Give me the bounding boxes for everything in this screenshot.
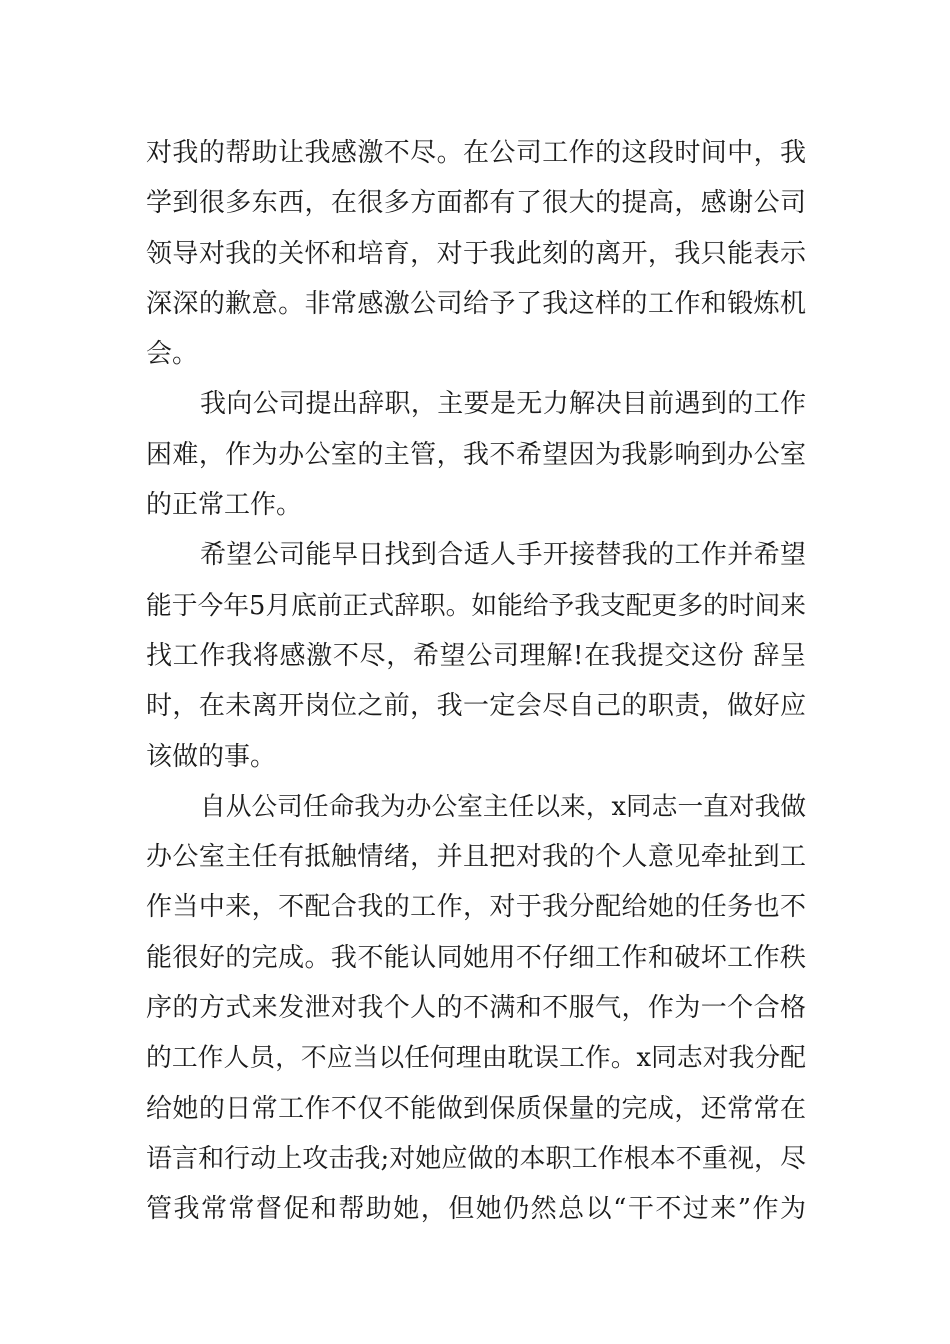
text-line: 能很好的完成。我不能认同她用不仔细工作和破坏工作秩: [146, 942, 806, 973]
text-line: 的工作人员，不应当以任何理由耽误工作。x同志对我分配: [146, 1043, 806, 1074]
document-body: [146, 128, 806, 1235]
text-line: 会。: [146, 339, 199, 370]
text-line: 序的方式来发泄对我个人的不满和不服气，作为一个合格: [146, 993, 806, 1024]
text-line: 时，在未离开岗位之前，我一定会尽自己的职责，做好应: [146, 691, 806, 722]
text-line: 找工作我将感激不尽，希望公司理解!在我提交这份 辞呈: [146, 640, 806, 671]
text-line: 给她的日常工作不仅不能做到保质保量的完成，还常常在: [146, 1093, 806, 1124]
text-line: 管我常常督促和帮助她，但她仍然总以“干不过来”作为: [146, 1194, 806, 1225]
text-line: 作当中来，不配合我的工作，对于我分配给她的任务也不: [146, 892, 806, 923]
text-line: 的正常工作。: [146, 490, 303, 521]
text-line: 办公室主任有抵触情绪，并且把对我的个人意见牵扯到工: [146, 842, 806, 873]
text-line: 深深的歉意。非常感激公司给予了我这样的工作和锻炼机: [146, 288, 806, 319]
text-line: 能于今年5月底前正式辞职。如能给予我支配更多的时间来: [146, 590, 806, 621]
text-line: 希望公司能早日找到合适人手开接替我的工作并希望: [200, 540, 806, 571]
text-line: 该做的事。: [146, 741, 277, 772]
text-line: 领导对我的关怀和培育，对于我此刻的离开，我只能表示: [146, 238, 806, 269]
text-line: 我向公司提出辞职，主要是无力解决目前遇到的工作: [200, 389, 806, 420]
text-line: 学到很多东西，在很多方面都有了很大的提高，感谢公司: [146, 188, 806, 219]
text-line: 困难，作为办公室的主管，我不希望因为我影响到办公室: [146, 439, 806, 470]
text-line: 自从公司任命我为办公室主任以来，x同志一直对我做: [200, 791, 807, 822]
text-line: 对我的帮助让我感激不尽。在公司工作的这段时间中，我: [146, 138, 806, 168]
text-line: 语言和行动上攻击我;对她应做的本职工作根本不重视，尽: [146, 1143, 806, 1174]
